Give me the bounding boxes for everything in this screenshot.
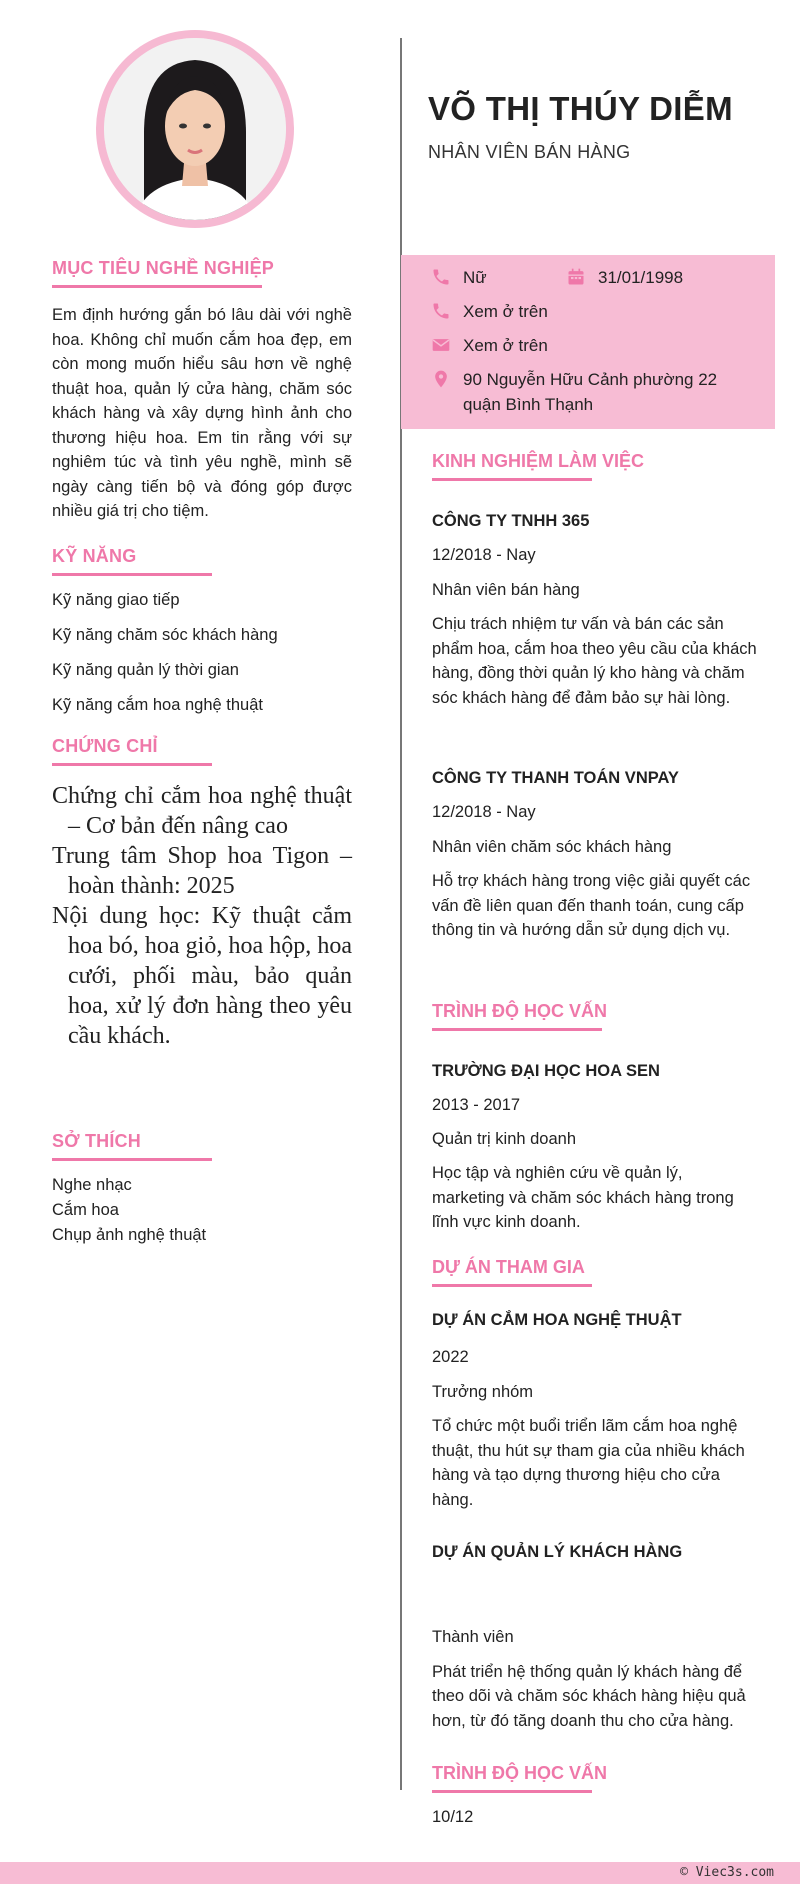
education2-underline <box>432 1790 592 1793</box>
skills-underline <box>52 573 212 576</box>
hobby-item: Chụp ảnh nghệ thuật <box>52 1226 207 1244</box>
birthdate-value: 31/01/1998 <box>598 268 684 287</box>
education2-section <box>432 1763 758 1830</box>
email-icon <box>431 335 451 355</box>
candidate-title: NHÂN VIÊN BÁN HÀNG <box>428 142 631 162</box>
skill-item: Kỹ năng cắm hoa nghệ thuật <box>52 696 263 714</box>
education-underline <box>432 1028 602 1031</box>
calendar-icon <box>566 267 586 287</box>
hobby-item: Nghe nhạc <box>52 1176 132 1194</box>
experience-title: KINH NGHIỆM LÀM VIỆC <box>432 451 645 471</box>
objective-section <box>52 258 352 524</box>
phone-icon <box>431 301 451 321</box>
candidate-name: VÕ THỊ THÚY DIỄM <box>428 90 733 127</box>
job-description: Hỗ trợ khách hàng trong việc giải quyết các vấn đề liên quan đến thanh toán, cung cấp thông tin và hướng dẫn sử dụng dịch vụ. <box>432 872 751 939</box>
experience-entry <box>432 767 758 943</box>
phone-value: Xem ở trên <box>463 302 548 321</box>
certs-section <box>52 736 352 1051</box>
hobbies-section <box>52 1131 352 1248</box>
education-section <box>432 1001 758 1031</box>
projects-title: DỰ ÁN THAM GIA <box>432 1257 585 1277</box>
footer-credit: © Viec3s.com <box>680 1865 774 1880</box>
school-name: TRƯỜNG ĐẠI HỌC HOA SEN <box>432 1062 660 1080</box>
contact-box <box>401 255 775 429</box>
location-pin-icon <box>431 369 451 389</box>
project-entry <box>432 1541 758 1733</box>
job-description: Chịu trách nhiệm tư vấn và bán các sản phẩm hoa, cắm hoa theo yêu cầu của khách hàng, đồng thời quản lý kho hàng và chăm sóc khách hàng để đảm bảo sự hài lòng. <box>432 615 757 707</box>
project-year <box>432 1577 758 1601</box>
project-role: Thành viên <box>432 1628 514 1646</box>
education-description: Học tập và nghiên cứu về quản lý, marketing và chăm sóc khách hàng trong lĩnh vực kinh doanh. <box>432 1164 734 1231</box>
company-name: CÔNG TY THANH TOÁN VNPAY <box>432 769 679 787</box>
hobbies-title: SỞ THÍCH <box>52 1131 141 1151</box>
gender-value: Nữ <box>463 268 487 287</box>
portrait-image <box>104 38 286 220</box>
education2-title: TRÌNH ĐỘ HỌC VẤN <box>432 1763 607 1783</box>
objective-text: Em định hướng gắn bó lâu dài với nghề hoa. Không chỉ muốn cắm hoa đẹp, em còn mong muốn hiểu sâu hơn về nghệ thuật hoa, quản lý cửa hàng, chăm sóc khách hàng và xây dựng hình ảnh cho thương hiệu hoa. Em tin rằng với sự nghiêm túc và tình yêu nghề, mình sẽ ngày càng tiến bộ và đóng góp được nhiều giá trị cho tiệm. <box>52 306 352 520</box>
education-entry <box>432 1060 758 1235</box>
project-name: DỰ ÁN QUẢN LÝ KHÁCH HÀNG <box>432 1543 683 1561</box>
certs-title: CHỨNG CHỈ <box>52 736 158 756</box>
education-title: TRÌNH ĐỘ HỌC VẤN <box>432 1001 607 1021</box>
skills-section <box>52 546 352 723</box>
email-value: Xem ở trên <box>463 336 548 355</box>
project-entry <box>432 1309 758 1512</box>
certs-underline <box>52 763 212 766</box>
avatar <box>96 30 294 228</box>
experience-entry <box>432 510 758 710</box>
job-role: Nhân viên chăm sóc khách hàng <box>432 837 672 856</box>
company-name: CÔNG TY TNHH 365 <box>432 512 590 530</box>
project-description: Phát triển hệ thống quản lý khách hàng để theo dõi và chăm sóc khách hàng hiệu quả hơn, từ đó tăng doanh thu cho cửa hàng. <box>432 1662 746 1730</box>
cert-item: Chứng chỉ cắm hoa nghệ thuật – Cơ bản đến nâng cao <box>52 783 352 839</box>
skill-item: Kỹ năng chăm sóc khách hàng <box>52 626 278 644</box>
objective-underline <box>52 285 262 288</box>
project-name: DỰ ÁN CẮM HOA NGHỆ THUẬT <box>432 1311 682 1329</box>
email-row <box>431 333 548 358</box>
hobby-item: Cắm hoa <box>52 1201 119 1219</box>
projects-underline <box>432 1284 592 1287</box>
project-year: 2022 <box>432 1348 469 1366</box>
project-role: Trưởng nhóm <box>432 1382 534 1401</box>
cert-item: Nội dung học: Kỹ thuật cắm hoa bó, hoa giỏ, hoa hộp, hoa cưới, phối màu, bảo quản hoa, xử lý đơn hàng theo yêu cầu khách. <box>52 903 352 1049</box>
phone-row <box>431 299 548 324</box>
project-description: Tổ chức một buổi triển lãm cắm hoa nghệ thuật, thu hút sự tham gia của nhiều khách hàng và tạo dựng thương hiệu cho cửa hàng. <box>432 1417 745 1509</box>
address-value: 90 Nguyễn Hữu Cảnh phường 22 quận Bình Thạnh <box>463 370 718 414</box>
skills-title: KỸ NĂNG <box>52 546 137 566</box>
gender-row <box>431 265 487 290</box>
education-period: 2013 - 2017 <box>432 1096 521 1114</box>
education2-value: 10/12 <box>432 1808 474 1826</box>
address-row <box>431 367 731 417</box>
experience-underline <box>432 478 592 481</box>
experience-section <box>432 451 758 481</box>
job-period: 12/2018 - Nay <box>432 546 536 564</box>
cert-item: Trung tâm Shop hoa Tigon – hoàn thành: 2025 <box>52 843 352 899</box>
hobbies-underline <box>52 1158 212 1161</box>
objective-title: MỤC TIÊU NGHỀ NGHIỆP <box>52 258 275 278</box>
avatar-photo <box>104 38 286 220</box>
skill-item: Kỹ năng giao tiếp <box>52 591 180 609</box>
job-role: Nhân viên bán hàng <box>432 580 580 599</box>
education-major: Quản trị kinh doanh <box>432 1129 577 1148</box>
footer-bar <box>0 1862 800 1884</box>
phone-icon <box>431 267 451 287</box>
birthdate-row <box>566 265 683 290</box>
skill-item: Kỹ năng quản lý thời gian <box>52 661 239 679</box>
projects-section <box>432 1257 758 1287</box>
job-period: 12/2018 - Nay <box>432 803 536 821</box>
